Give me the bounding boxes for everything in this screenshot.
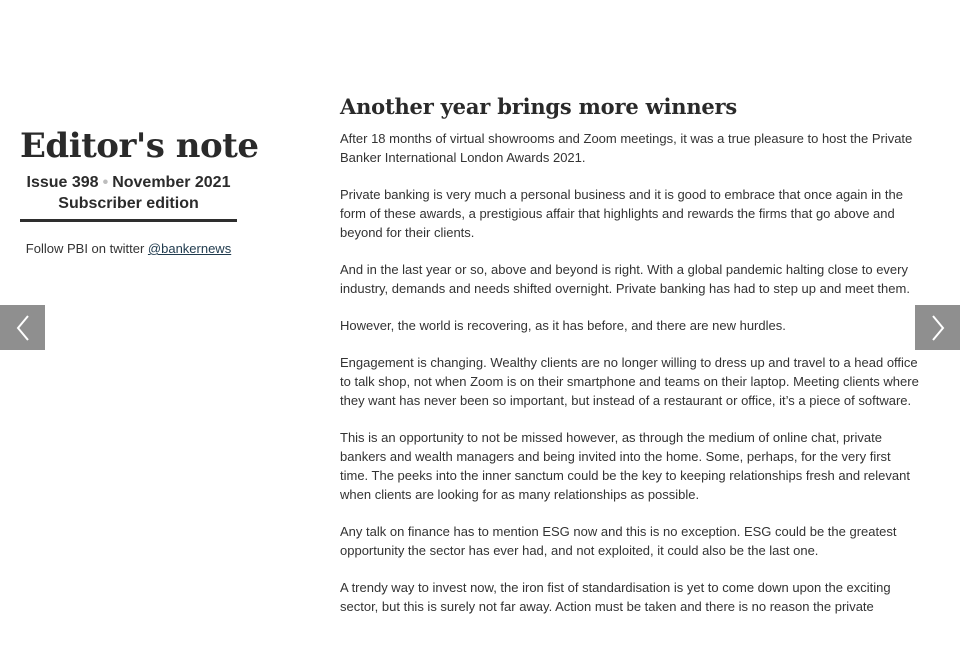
issue-date: November 2021 [112, 174, 231, 191]
article-paragraph: Any talk on finance has to mention ESG now and this is no exception. ESG could be the greatest opportunity the sector has ever had, and not exploited, it could also be the last one. [340, 524, 897, 558]
edition-label: Subscriber edition [58, 195, 199, 212]
chevron-right-icon [930, 314, 946, 342]
article-paragraph: And in the last year or so, above and beyond is right. With a global pandemic halting close to every industry, demands and needs shifted overnight. Private banking has had to step up and meet them. [340, 262, 910, 296]
follow-text: Follow PBI on twitter [25, 241, 148, 256]
article-paragraph: After 18 months of virtual showrooms and Zoom meetings, it was a true pleasure to host the Private Banker International London Awards 2021. [340, 131, 913, 165]
article-headline: Another year brings more winners [340, 94, 738, 119]
issue-info [20, 172, 237, 193]
separator-dot: • [102, 174, 109, 191]
article-paragraph: Private banking is very much a personal business and it is good to embrace that once again in the form of these awards, a prestigious affair that highlights and rewards the firms that go above and beyond for their clients. [340, 187, 903, 240]
issue-number: Issue 398 [26, 174, 99, 191]
article [340, 92, 922, 634]
twitter-follow [20, 240, 237, 258]
article-paragraph: Engagement is changing. Wealthy clients are no longer willing to dress up and travel to a head office to talk shop, not when Zoom is on their smartphone and teams on their laptop. Meeting clients where they want has never been so important, but instead of a restaurant or office, it’s a piece of software. [340, 355, 919, 408]
article-paragraph: However, the world is recovering, as it has before, and there are new hurdles. [340, 318, 786, 333]
previous-page-button[interactable] [0, 305, 45, 350]
editors-note-panel [20, 124, 259, 258]
article-paragraph: This is an opportunity to not be missed however, as through the medium of online chat, private bankers and wealth managers and being invited into the home. Some, perhaps, for the very first time. The peeks into the inner sanctum could be the key to keeping relationships fresh and relevant when clients are looking for as many relationships as possible. [340, 430, 910, 502]
article-paragraph: A trendy way to invest now, the iron fist of standardisation is yet to come down upon the exciting sector, but this is surely not far away. Action must be taken and there is no reason the private [340, 580, 891, 614]
divider [20, 219, 237, 222]
twitter-handle-link[interactable]: @bankernews [147, 241, 232, 256]
page-title: Editor's note [20, 126, 259, 166]
chevron-left-icon [15, 314, 31, 342]
